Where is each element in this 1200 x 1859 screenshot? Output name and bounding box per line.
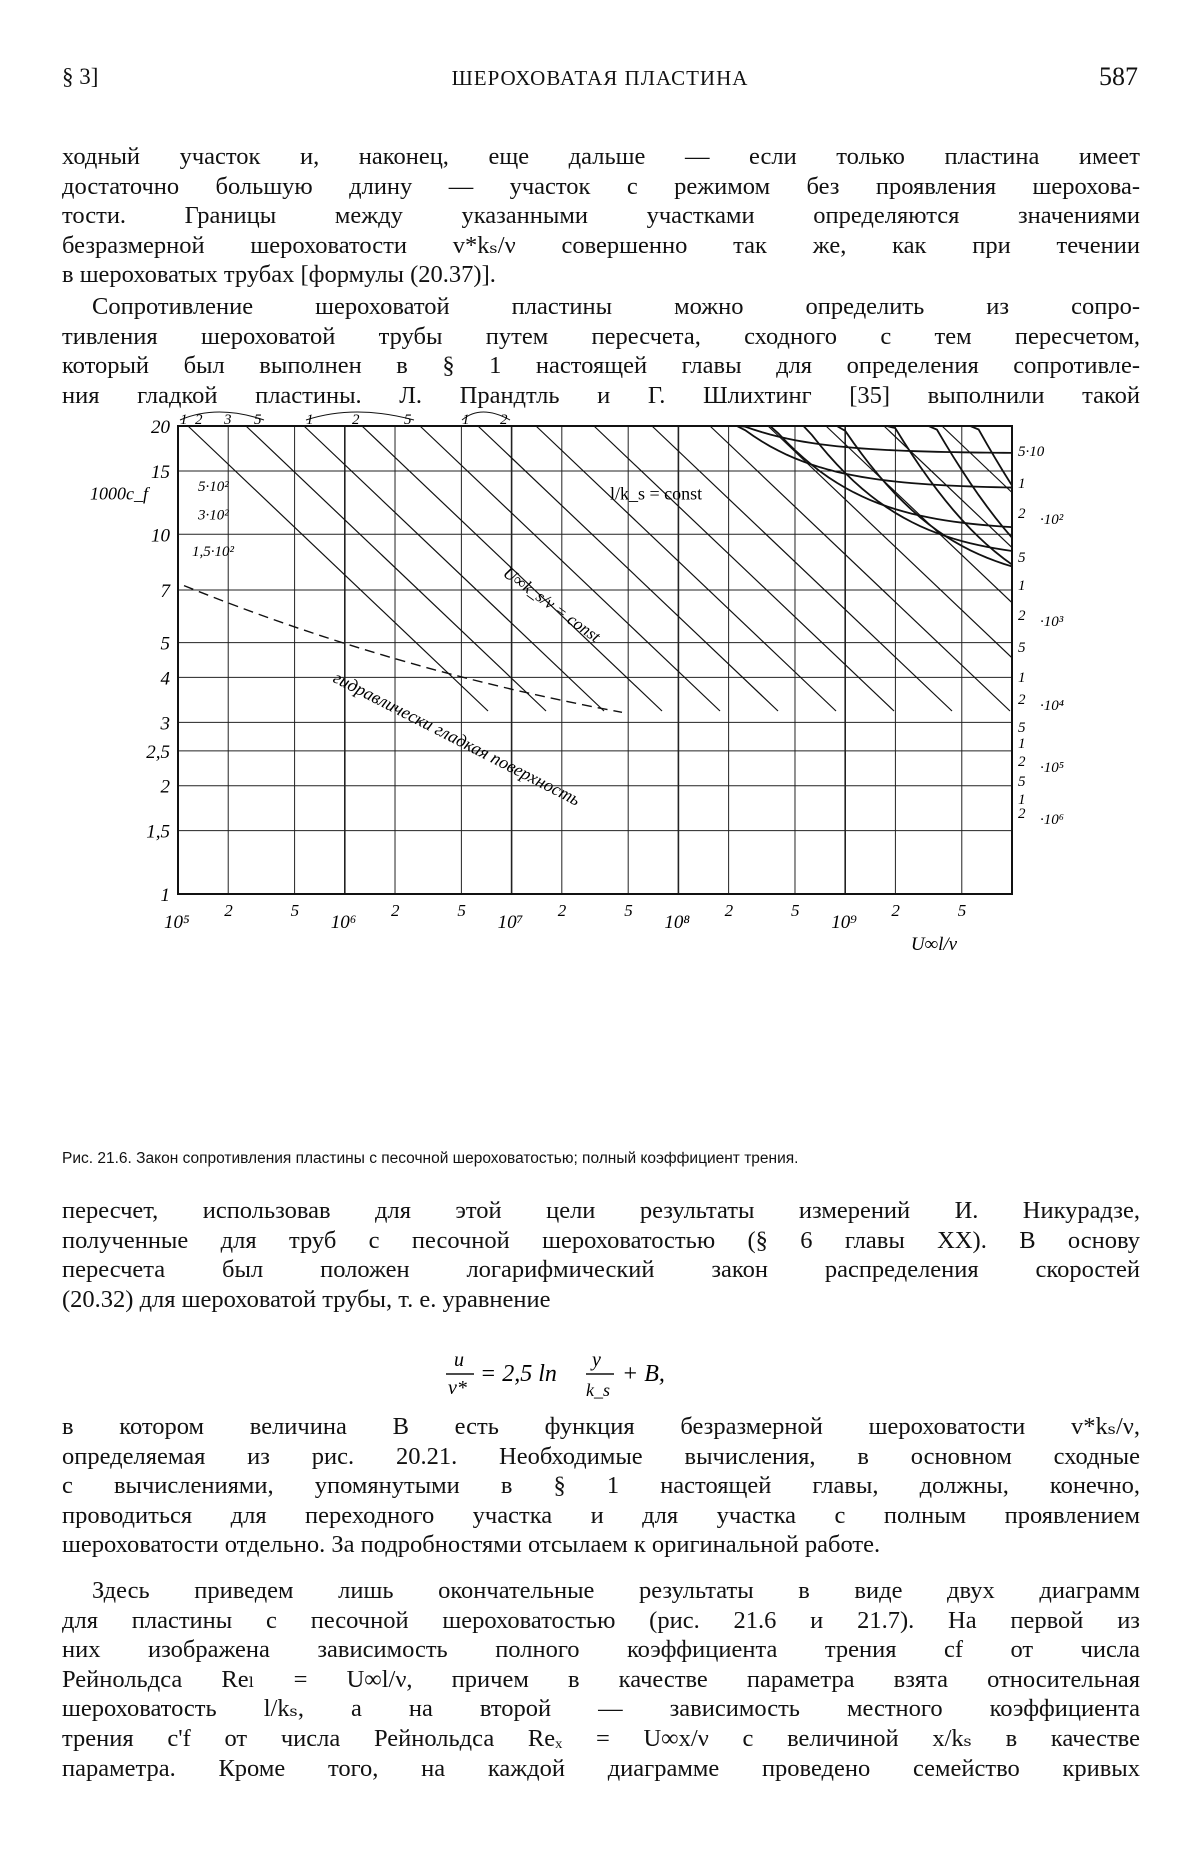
log-law-formula (440, 1346, 780, 1404)
text-line: них изображена зависимость полного коэффициента трения cf от числа (62, 1636, 1140, 1664)
constant-ks-diagonal (710, 426, 1010, 711)
y-tick-label: 20 (151, 417, 170, 438)
formula-y: y (592, 1349, 601, 1371)
right-tick-label: 5 (1018, 550, 1026, 566)
text-line: пересчета был положен логарифмический закон распределения скоростей (62, 1256, 1140, 1284)
top-tick-label: 2 (352, 412, 360, 428)
formula-eq: = 2,5 ln (480, 1361, 557, 1387)
y-tick-label: 3 (160, 713, 170, 735)
right-tick-label: 2 (1018, 692, 1026, 708)
curve-label: 1,5·10² (192, 544, 234, 561)
x-axis-label: U∞l/ν (910, 934, 958, 955)
right-tick-label: 2 (1018, 506, 1026, 522)
right-tick-label: 1 (1018, 670, 1026, 686)
text-line: тивления шероховатой трубы путем пересчета, сходного с тем пересчетом, (62, 322, 1140, 350)
text-line: определяемая из рис. 20.21. Необходимые вычисления, в основном сходные (62, 1442, 1140, 1470)
constant-lks-curve (178, 426, 1012, 551)
curve-label: 3·10² (198, 507, 229, 524)
y-axis-label: 1000c_f (90, 483, 148, 504)
right-tick-label: 1 (1018, 476, 1026, 492)
top-tick-label: 3 (224, 412, 232, 428)
text-line: проводиться для переходного участка и для участка с полным проявлением (62, 1501, 1140, 1529)
text-line: достаточно большую длину — участок с режимом без проявления шерохова- (62, 172, 1140, 200)
curve-label: 5·10² (198, 478, 229, 495)
text-line: Сопротивление шероховатой пластины можно определить из сопро- (92, 293, 1140, 320)
top-group-brace (306, 412, 414, 420)
annotation-ks-const: U∞k_s/ν = const (499, 562, 605, 647)
y-tick-label: 15 (151, 461, 170, 483)
text-line: безразмерной шероховатости v*kₛ/ν совершенно так же, как при течении (62, 231, 1140, 259)
constant-lks-curve (178, 426, 1012, 566)
right-tick-label: 1 (1018, 792, 1026, 808)
running-title: ШЕРОХОВАТАЯ ПЛАСТИНА (451, 66, 749, 90)
text-line: (20.32) для шероховатой трубы, т. е. уравнение (62, 1285, 551, 1313)
constant-lks-curve (178, 426, 1012, 565)
text-line: с вычислениями, упомянутыми в § 1 настоящей главы, должны, конечно, (62, 1472, 1140, 1500)
text-line: в шероховатых трубах [формулы (20.37)]. (62, 261, 496, 289)
page-number: 587 (1099, 62, 1138, 91)
top-tick-label: 2 (500, 412, 508, 428)
right-factor-label: ·10² (1040, 512, 1064, 528)
x-decade-label: 10⁷ (497, 912, 524, 933)
constant-ks-diagonal (652, 426, 952, 711)
right-tick-label: 2 (1018, 608, 1026, 624)
right-factor-label: ·10³ (1040, 614, 1064, 630)
text-line: Здесь приведем лишь окончательные результаты в виде двух диаграмм (92, 1577, 1140, 1604)
x-decade-label: 10⁶ (330, 912, 357, 933)
right-tick-label: 5 (1018, 720, 1026, 736)
top-tick-label: 5 (254, 412, 262, 428)
text-line: параметра. Кроме того, на каждой диаграмме проведено семейство кривых (62, 1754, 1140, 1782)
x-minor-label: 2 (391, 901, 400, 920)
x-minor-label: 2 (724, 901, 734, 920)
top-tick-label: 1 (180, 412, 188, 428)
x-minor-label: 5 (790, 901, 800, 920)
x-minor-label: 5 (624, 901, 633, 920)
x-minor-label: 2 (557, 901, 567, 920)
constant-lks-curve (178, 426, 1012, 453)
text-line: шероховатости отдельно. За подробностями отсылаем к оригинальной работе. (62, 1531, 881, 1559)
constant-lks-curve (178, 426, 1012, 488)
plot-frame (178, 426, 1012, 894)
paragraph-5 (62, 1576, 1140, 1783)
top-tick-label: 1 (462, 412, 470, 428)
text-line: тости. Границы между указанными участками определяются значениями (62, 202, 1140, 230)
annotation-lks-const: l/k_s = const (610, 483, 703, 504)
text-line: Рейнольдса Reₗ = U∞l/ν, причем в качестве параметра взята относительная (62, 1665, 1140, 1693)
x-minor-label: 5 (290, 901, 300, 920)
right-factor-label: ·10⁴ (1040, 698, 1064, 714)
constant-ks-diagonal (304, 426, 604, 711)
y-tick-label: 2 (160, 776, 170, 798)
right-factor-label: ·10⁵ (1040, 760, 1064, 776)
x-decade-label: 10⁵ (164, 912, 190, 933)
text-line: ходный участок и, наконец, еще дальше — если только пластина имеет (62, 143, 1140, 170)
paragraph-3 (62, 1196, 1140, 1314)
resistance-diagram (62, 410, 1140, 1150)
figure-caption: Рис. 21.6. Закон сопротивления пластины с песочной шероховатостью; полный коэффициент трения. (62, 1150, 799, 1167)
y-tick-label: 2,5 (146, 741, 170, 763)
figure-21-6 (62, 410, 1140, 1150)
section-mark: § 3] (62, 64, 99, 89)
formula-vstar: v* (448, 1377, 467, 1399)
constant-ks-diagonal (246, 426, 546, 711)
x-decade-label: 10⁹ (831, 912, 857, 933)
y-tick-label: 7 (160, 581, 170, 603)
text-line: для пластины с песочной шероховатостью (рис. 21.6 и 21.7). На первой из (62, 1606, 1140, 1634)
y-tick-label: 1 (160, 885, 170, 906)
paragraph-4 (62, 1412, 1140, 1560)
annotation-smooth-surface: гидравлически гладкая поверхность (330, 667, 584, 810)
right-factor-label: 5·10 (1018, 444, 1045, 460)
text-line: в котором величина B есть функция безразмерной шероховатости v*kₛ/ν, (62, 1413, 1140, 1440)
running-head (62, 62, 1138, 96)
paragraph-1 (62, 142, 1140, 290)
x-minor-label: 5 (957, 901, 967, 920)
right-tick-label: 1 (1018, 578, 1026, 594)
right-tick-label: 5 (1018, 640, 1026, 656)
constant-ks-diagonal (768, 426, 1012, 658)
x-minor-label: 2 (224, 901, 233, 920)
top-tick-label: 1 (306, 412, 314, 428)
formula-ks: k_s (586, 1380, 610, 1400)
right-tick-label: 5 (1018, 774, 1026, 790)
x-minor-label: 2 (891, 901, 900, 920)
formula-tail: + B, (622, 1361, 665, 1387)
y-tick-label: 1,5 (146, 821, 170, 843)
y-tick-label: 5 (160, 633, 170, 655)
constant-ks-diagonal (942, 426, 1012, 493)
right-tick-label: 1 (1018, 736, 1026, 752)
right-tick-label: 2 (1018, 806, 1026, 822)
constant-lks-curve (178, 426, 1012, 527)
constant-ks-diagonal (536, 426, 836, 711)
constant-lks-curve (178, 426, 1012, 486)
formula-u: u (454, 1349, 464, 1371)
x-decade-label: 10⁸ (664, 912, 691, 933)
text-line: ния гладкой пластины. Л. Прандтль и Г. Шлихтинг [35] выполнили такой (62, 381, 1140, 409)
top-group-brace (180, 412, 264, 420)
text-line: трения c'f от числа Рейнольдса Reₓ = U∞x/ν с величиной x/kₛ в качестве (62, 1724, 1140, 1752)
y-tick-label: 10 (151, 525, 170, 547)
paragraph-2 (62, 292, 1140, 410)
x-minor-label: 5 (457, 901, 466, 920)
constant-ks-diagonal (594, 426, 894, 711)
text-line: пересчет, использовав для этой цели результаты измерений И. Никурадзе, (62, 1197, 1140, 1224)
right-factor-label: ·10⁶ (1040, 812, 1064, 828)
text-line: полученные для труб с песочной шероховатостью (§ 6 главы XX). В основу (62, 1226, 1140, 1254)
top-tick-label: 5 (404, 412, 412, 428)
top-tick-label: 2 (195, 412, 203, 428)
y-tick-label: 4 (160, 668, 170, 690)
right-tick-label: 2 (1018, 754, 1026, 770)
text-line: который был выполнен в § 1 настоящей главы для определения сопротивле- (62, 352, 1140, 380)
constant-ks-diagonal (420, 426, 720, 711)
text-line: шероховатость l/kₛ, а на второй — зависимость местного коэффициента (62, 1695, 1140, 1723)
